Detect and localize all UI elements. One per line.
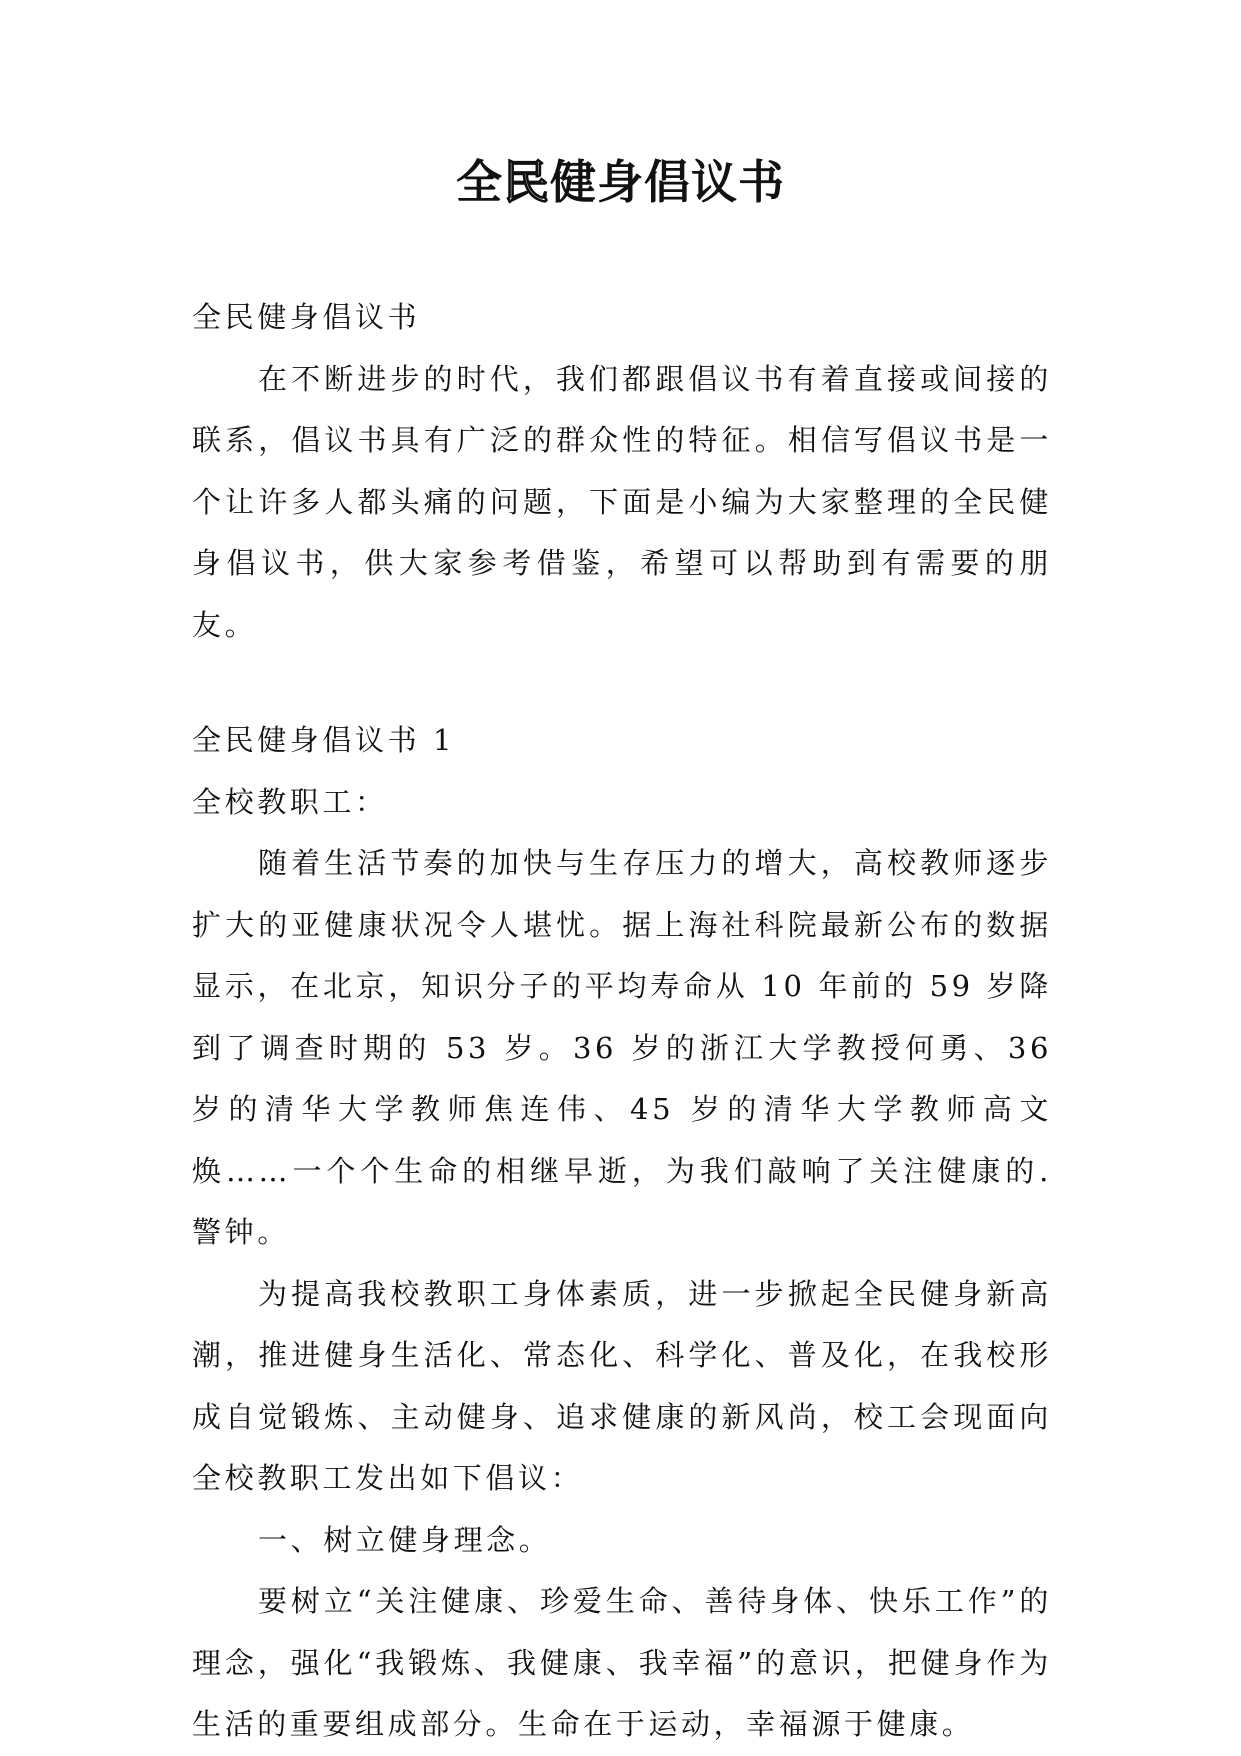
document-title: [0, 152, 1241, 212]
subheading-paragraph: 一、树立健身理念。: [258, 1522, 552, 1557]
body-paragraph: 为提高我校教职工身体素质，进一步掀起全民健身新高潮，推进健身生活化、常态化、科学化、普及化，在我校形成自觉锻炼、主动健身、追求健康的新风尚，校工会现面向全校教职工发出如下倡议：: [192, 1276, 1052, 1495]
section-heading: 全民健身倡议书 1: [192, 723, 456, 757]
title-part-1: 全: [456, 155, 503, 209]
title-part-2-outlined: 民: [503, 155, 550, 209]
intro-paragraph: 在不断进步的时代，我们都跟倡议书有着直接或间接的联系，倡议书具有广泛的群众性的特征。相信写倡议书是一个让许多人都头痛的问题，下面是小编为大家整理的全民健身倡议书，供大家参考借鉴，希望可以帮助到有需要的朋友。: [192, 361, 1052, 642]
body-paragraph: 随着生活节奏的加快与生存压力的增大，高校教师逐步扩大的亚健康状况令人堪忧。据上海社科院最新公布的数据显示，在北京，知识分子的平均寿命从 10 年前的 59 岁降到了调查时期的 53 岁。36 岁的浙江大学教授何勇、36 岁的清华大学教师焦连伟、45 岁的清华大学教师高文焕……一个个生命的相继早逝，为我们敲响了关注健康的.警钟。: [192, 846, 1052, 1249]
document-body: [192, 287, 1052, 1756]
salutation: 全校教职工：: [192, 784, 388, 819]
document-heading: 全民健身倡议书: [192, 300, 421, 334]
body-paragraph: 要树立“关注健康、珍爱生命、善待身体、快乐工作”的理念，强化“我锻炼、我健康、我幸福”的意识，把健身作为生活的重要组成部分。生命在于运动，幸福源于健康。: [192, 1584, 1052, 1741]
title-part-3: 健身倡议书: [550, 155, 785, 209]
